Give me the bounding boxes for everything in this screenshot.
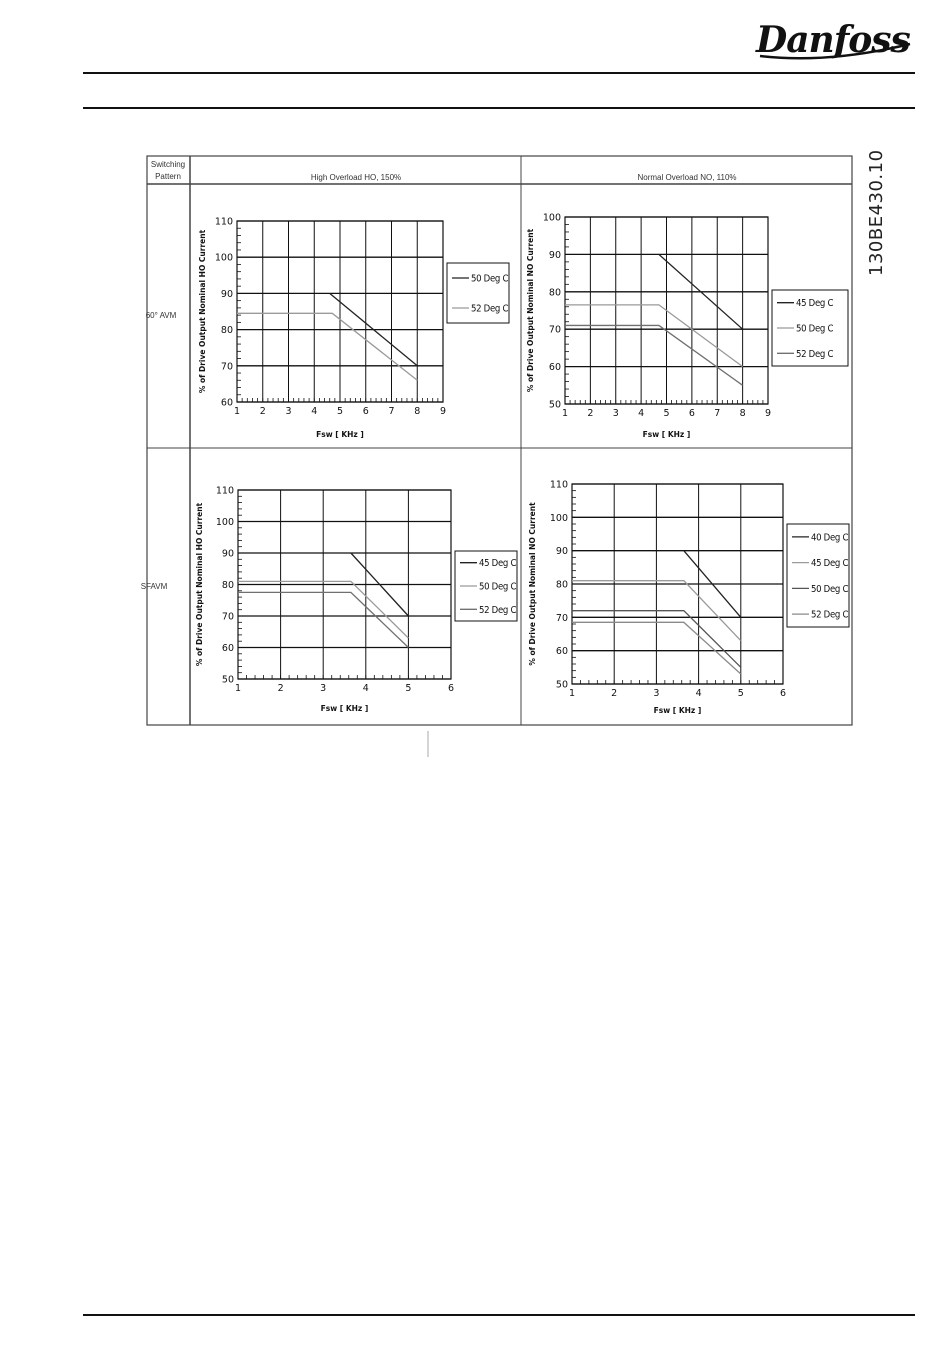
y-tick-label: 80 — [221, 580, 234, 591]
x-axis-title: Fsw [ KHz ] — [316, 430, 364, 439]
x-tick-label: 6 — [447, 683, 455, 694]
y-tick-label: 90 — [548, 249, 561, 261]
legend-label: 52 Deg C — [479, 604, 517, 616]
x-tick-label: 4 — [638, 408, 645, 419]
corner-header-line2: Pattern — [155, 172, 181, 181]
y-tick-label: 50 — [548, 399, 561, 411]
x-tick-label: 5 — [663, 408, 670, 419]
logo-text: Danfoss — [756, 19, 910, 61]
y-tick-label: 70 — [220, 361, 233, 373]
legend-label: 52 Deg C — [811, 609, 849, 621]
corner-header-line1: Switching — [150, 160, 186, 169]
y-axis-title: % of Drive Output Nominal HO Current — [198, 229, 207, 394]
x-tick-label: 9 — [764, 408, 772, 419]
x-tick-label: 1 — [234, 683, 242, 694]
y-tick-label: 60 — [220, 397, 233, 409]
legend-label: 50 Deg C — [796, 323, 834, 335]
x-tick-label: 4 — [311, 406, 318, 417]
x-tick-label: 1 — [233, 406, 241, 417]
y-tick-label: 70 — [221, 611, 234, 623]
y-axis-title: % of Drive Output Nominal NO Current — [526, 228, 535, 393]
legend-label: 50 Deg C — [811, 583, 849, 595]
y-tick-label: 90 — [555, 546, 568, 558]
legend-label: 45 Deg C — [811, 558, 849, 570]
y-tick-label: 50 — [221, 674, 234, 686]
x-axis-title: Fsw [ KHz ] — [320, 704, 369, 713]
y-tick-label: 90 — [221, 548, 234, 560]
y-tick-label: 80 — [220, 325, 233, 337]
y-tick-label: 50 — [555, 679, 568, 691]
row-header-sfavm: SFAVM — [140, 582, 168, 591]
col-header-no: Normal Overload NO, 110% — [637, 173, 737, 182]
chart-avm-ho — [198, 217, 509, 440]
y-tick-label: 100 — [542, 212, 561, 224]
x-tick-label: 7 — [388, 406, 395, 417]
chart-sfavm-ho — [195, 486, 517, 714]
x-tick-label: 2 — [587, 408, 594, 419]
y-tick-label: 100 — [549, 512, 568, 524]
x-tick-label: 1 — [561, 408, 569, 419]
x-tick-label: 2 — [259, 406, 266, 417]
legend-label: 50 Deg C — [471, 273, 509, 285]
x-tick-label: 6 — [362, 406, 369, 417]
chart-avm-no — [526, 213, 848, 440]
x-tick-label: 7 — [714, 408, 721, 419]
y-tick-label: 70 — [548, 324, 561, 336]
x-tick-label: 6 — [779, 688, 787, 699]
x-tick-label: 5 — [737, 688, 744, 699]
x-tick-label: 6 — [688, 408, 695, 419]
figure-code: 130BE430.10 — [866, 149, 887, 276]
legend-label: 45 Deg C — [479, 558, 517, 570]
legend-label: 52 Deg C — [471, 303, 509, 315]
x-tick-label: 8 — [739, 408, 746, 419]
y-tick-label: 80 — [555, 579, 568, 591]
x-tick-label: 5 — [336, 406, 344, 417]
legend-label: 52 Deg C — [796, 348, 834, 360]
legend-label: 40 Deg C — [811, 532, 849, 544]
x-tick-label: 9 — [439, 406, 447, 417]
y-tick-label: 100 — [214, 252, 233, 264]
x-tick-label: 1 — [568, 688, 576, 699]
x-tick-label: 2 — [277, 683, 284, 694]
col-header-ho: High Overload HO, 150% — [310, 173, 402, 182]
x-tick-label: 5 — [405, 683, 412, 694]
legend-label: 50 Deg C — [479, 581, 517, 593]
legend-label: 45 Deg C — [796, 298, 834, 310]
x-tick-label: 3 — [320, 683, 327, 694]
y-tick-label: 110 — [549, 479, 568, 491]
x-axis-title: Fsw [ KHz ] — [653, 706, 702, 715]
x-tick-label: 2 — [611, 688, 618, 699]
y-tick-label: 100 — [215, 517, 234, 528]
chart-sfavm-no — [528, 480, 849, 716]
x-tick-label: 4 — [695, 688, 702, 699]
y-tick-label: 90 — [220, 288, 233, 300]
x-tick-label: 8 — [414, 406, 421, 417]
row-header-avm: 60° AVM — [145, 311, 177, 320]
x-axis-title: Fsw [ KHz ] — [642, 430, 691, 439]
y-tick-label: 80 — [548, 287, 561, 299]
y-tick-label: 110 — [215, 485, 234, 497]
x-tick-label: 3 — [612, 408, 619, 419]
y-axis-title: % of Drive Output Nominal NO Current — [528, 502, 537, 666]
y-tick-label: 60 — [548, 362, 561, 374]
x-tick-label: 3 — [285, 406, 292, 417]
y-axis-title: % of Drive Output Nominal HO Current — [195, 502, 204, 667]
x-tick-label: 3 — [653, 688, 660, 699]
x-tick-label: 4 — [362, 683, 369, 694]
y-tick-label: 60 — [221, 643, 234, 654]
y-tick-label: 70 — [555, 612, 568, 624]
y-tick-label: 60 — [555, 646, 568, 658]
charts-layer — [195, 213, 849, 716]
y-tick-label: 110 — [214, 216, 233, 228]
